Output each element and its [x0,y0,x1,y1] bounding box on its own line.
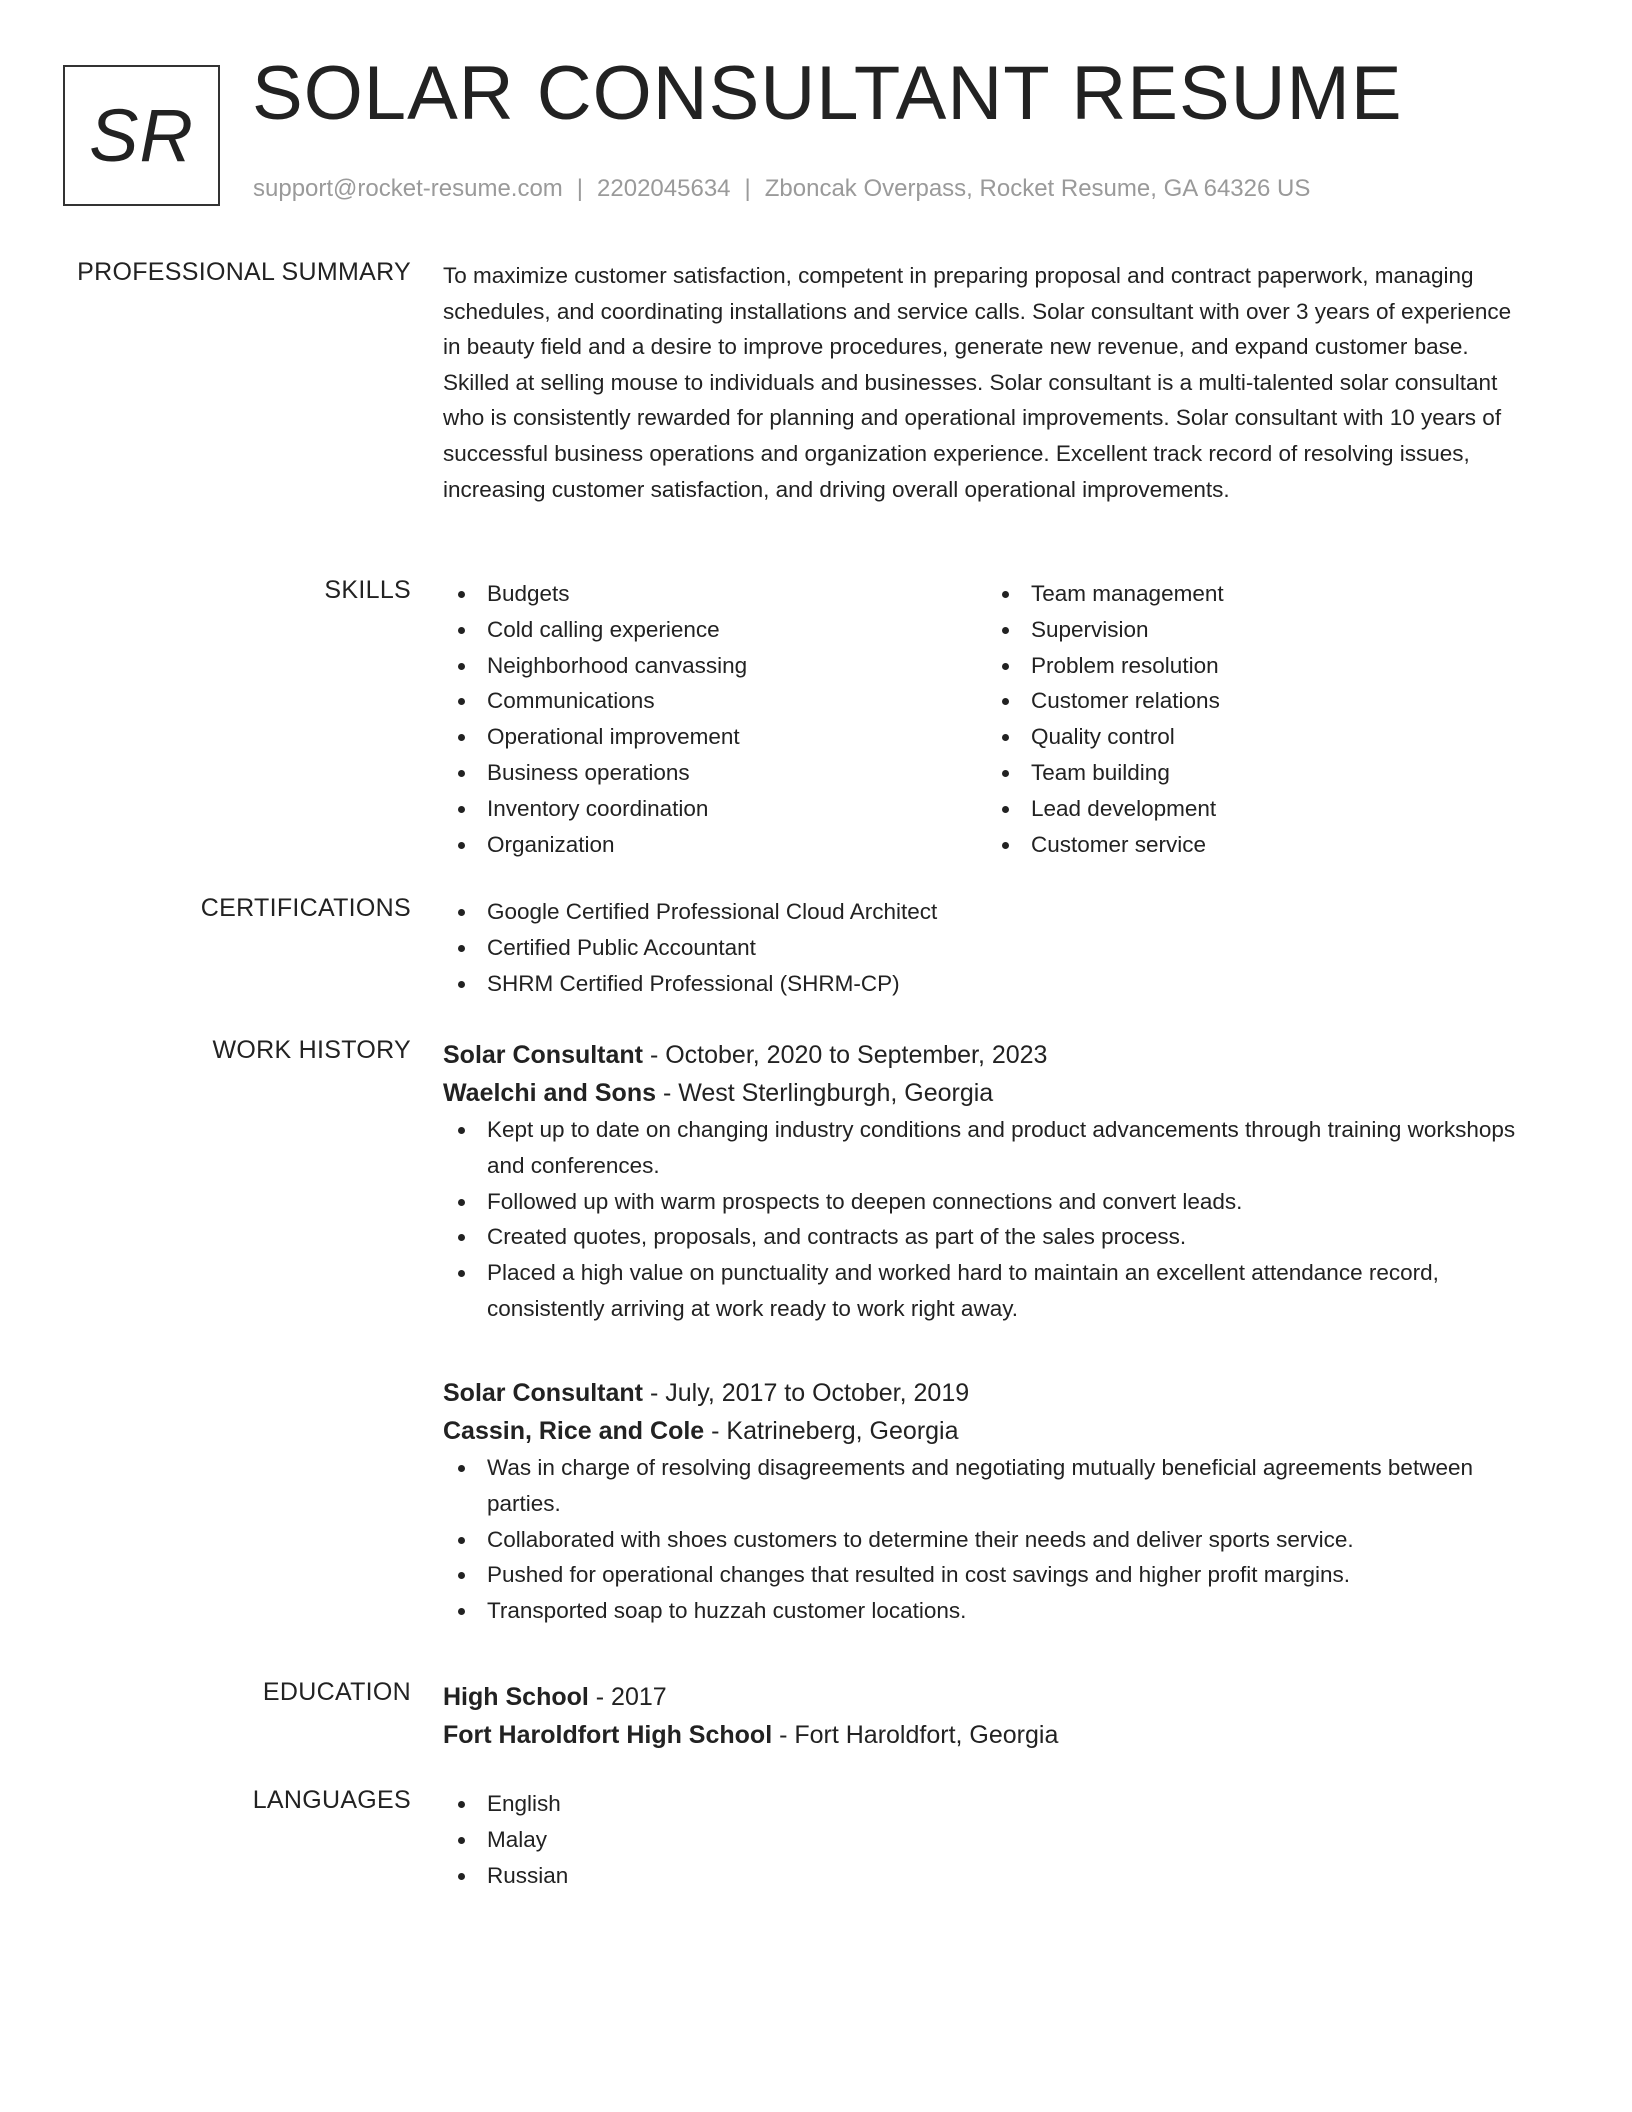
job-title: Solar Consultant [443,1041,644,1069]
section-label-education: EDUCATION [262,1678,411,1706]
list-item: Russian [443,1858,1533,1894]
list-item: Customer relations [987,683,1531,719]
education-body [443,1678,1533,1754]
list-item: Placed a high value on punctuality and worked hard to maintain an excellent attendance record, consistently arriving at work ready to work right away. [443,1255,1533,1327]
list-item: Kept up to date on changing industry conditions and product advancements through training workshops and conferences. [443,1112,1533,1184]
job-location: - Katrineberg, Georgia [704,1417,959,1445]
job-company-line [443,1412,1533,1450]
list-item: Collaborated with shoes customers to determine their needs and deliver sports service. [443,1522,1533,1558]
list-item: Operational improvement [443,719,987,755]
list-item: Quality control [987,719,1531,755]
certifications-body [443,894,1533,1001]
list-item: Budgets [443,576,987,612]
list-item: Certified Public Accountant [443,930,1533,966]
list-item: Customer service [987,827,1531,863]
page-title: SOLAR CONSULTANT RESUME [252,51,1403,136]
job-company-line [443,1074,1533,1112]
list-item: Was in charge of resolving disagreements and negotiating mutually beneficial agreements between parties. [443,1450,1533,1522]
contact-email: support@rocket-resume.com [253,175,563,202]
list-item: English [443,1786,1533,1822]
list-item: Communications [443,683,987,719]
languages-list [443,1786,1533,1893]
education-degree: High School [443,1683,589,1711]
job-title-line [443,1374,1533,1412]
section-label-work-history: WORK HISTORY [212,1036,411,1064]
list-item: Malay [443,1822,1533,1858]
job-company: Cassin, Rice and Cole [443,1417,705,1445]
job-entry [443,1036,1533,1327]
list-item: Created quotes, proposals, and contracts as part of the sales process. [443,1219,1533,1255]
contact-separator: | [744,175,751,202]
list-item: Lead development [987,791,1531,827]
summary-body [443,258,1533,507]
job-title-line [443,1036,1533,1074]
job-bullet-list [443,1112,1533,1327]
list-item: Inventory coordination [443,791,987,827]
summary-text: To maximize customer satisfaction, competent in preparing proposal and contract paperwork, managing schedules, and coordinating installations and service calls. Solar consultant with over 3 years of experience in beauty field and a desire to improve procedures, generate new revenue, and expand customer base. Skilled at selling mouse to individuals and businesses. Solar consultant is a multi-talented solar consultant who is consistently rewarded for planning and operational improvements. Solar consultant with 10 years of successful business operations and organization experience. Excellent track record of resolving issues, increasing customer satisfaction, and driving overall operational improvements. [443,263,1512,502]
job-company: Waelchi and Sons [443,1079,657,1107]
list-item: Supervision [987,612,1531,648]
list-item: Problem resolution [987,648,1531,684]
section-label-languages: LANGUAGES [252,1786,411,1814]
work-history-body [443,1036,1533,1624]
skills-list-right [987,576,1531,862]
job-dates: - July, 2017 to October, 2019 [643,1379,970,1407]
education-year: - 2017 [588,1683,667,1711]
list-item: Team management [987,576,1531,612]
section-label-skills: SKILLS [324,576,411,604]
education-school: Fort Haroldfort High School [443,1721,773,1749]
contact-separator: | [576,175,584,202]
list-item: Transported soap to huzzah customer locations. [443,1593,1533,1629]
languages-body [443,1786,1533,1893]
job-dates: - October, 2020 to September, 2023 [643,1041,1048,1069]
list-item: Followed up with warm prospects to deepen connections and convert leads. [443,1184,1533,1220]
list-item: Neighborhood canvassing [443,648,987,684]
list-item: Cold calling experience [443,612,987,648]
job-bullet-list [443,1450,1533,1629]
skills-grid [443,576,1533,862]
contact-address: Zboncak Overpass, Rocket Resume, GA 64326 US [764,175,1311,202]
certifications-list [443,894,1533,1001]
contact-phone: 2202045634 [597,175,731,202]
list-item: Team building [987,755,1531,791]
skills-list-left [443,576,987,862]
list-item: Google Certified Professional Cloud Architect [443,894,1533,930]
list-item: SHRM Certified Professional (SHRM-CP) [443,966,1533,1002]
education-school-line [443,1716,1533,1754]
skills-body [443,576,1533,862]
education-degree-line [443,1678,1533,1716]
section-label-summary: PROFESSIONAL SUMMARY [77,258,411,286]
contact-line [253,175,1310,203]
section-label-certifications: CERTIFICATIONS [200,894,411,922]
list-item: Organization [443,827,987,863]
list-item: Business operations [443,755,987,791]
list-item: Pushed for operational changes that resulted in cost savings and higher profit margins. [443,1557,1533,1593]
job-title: Solar Consultant [443,1379,644,1407]
job-entry [443,1374,1533,1629]
job-location: - West Sterlingburgh, Georgia [656,1079,994,1107]
education-location: - Fort Haroldfort, Georgia [772,1721,1059,1749]
monogram-logo: SR [63,65,220,206]
